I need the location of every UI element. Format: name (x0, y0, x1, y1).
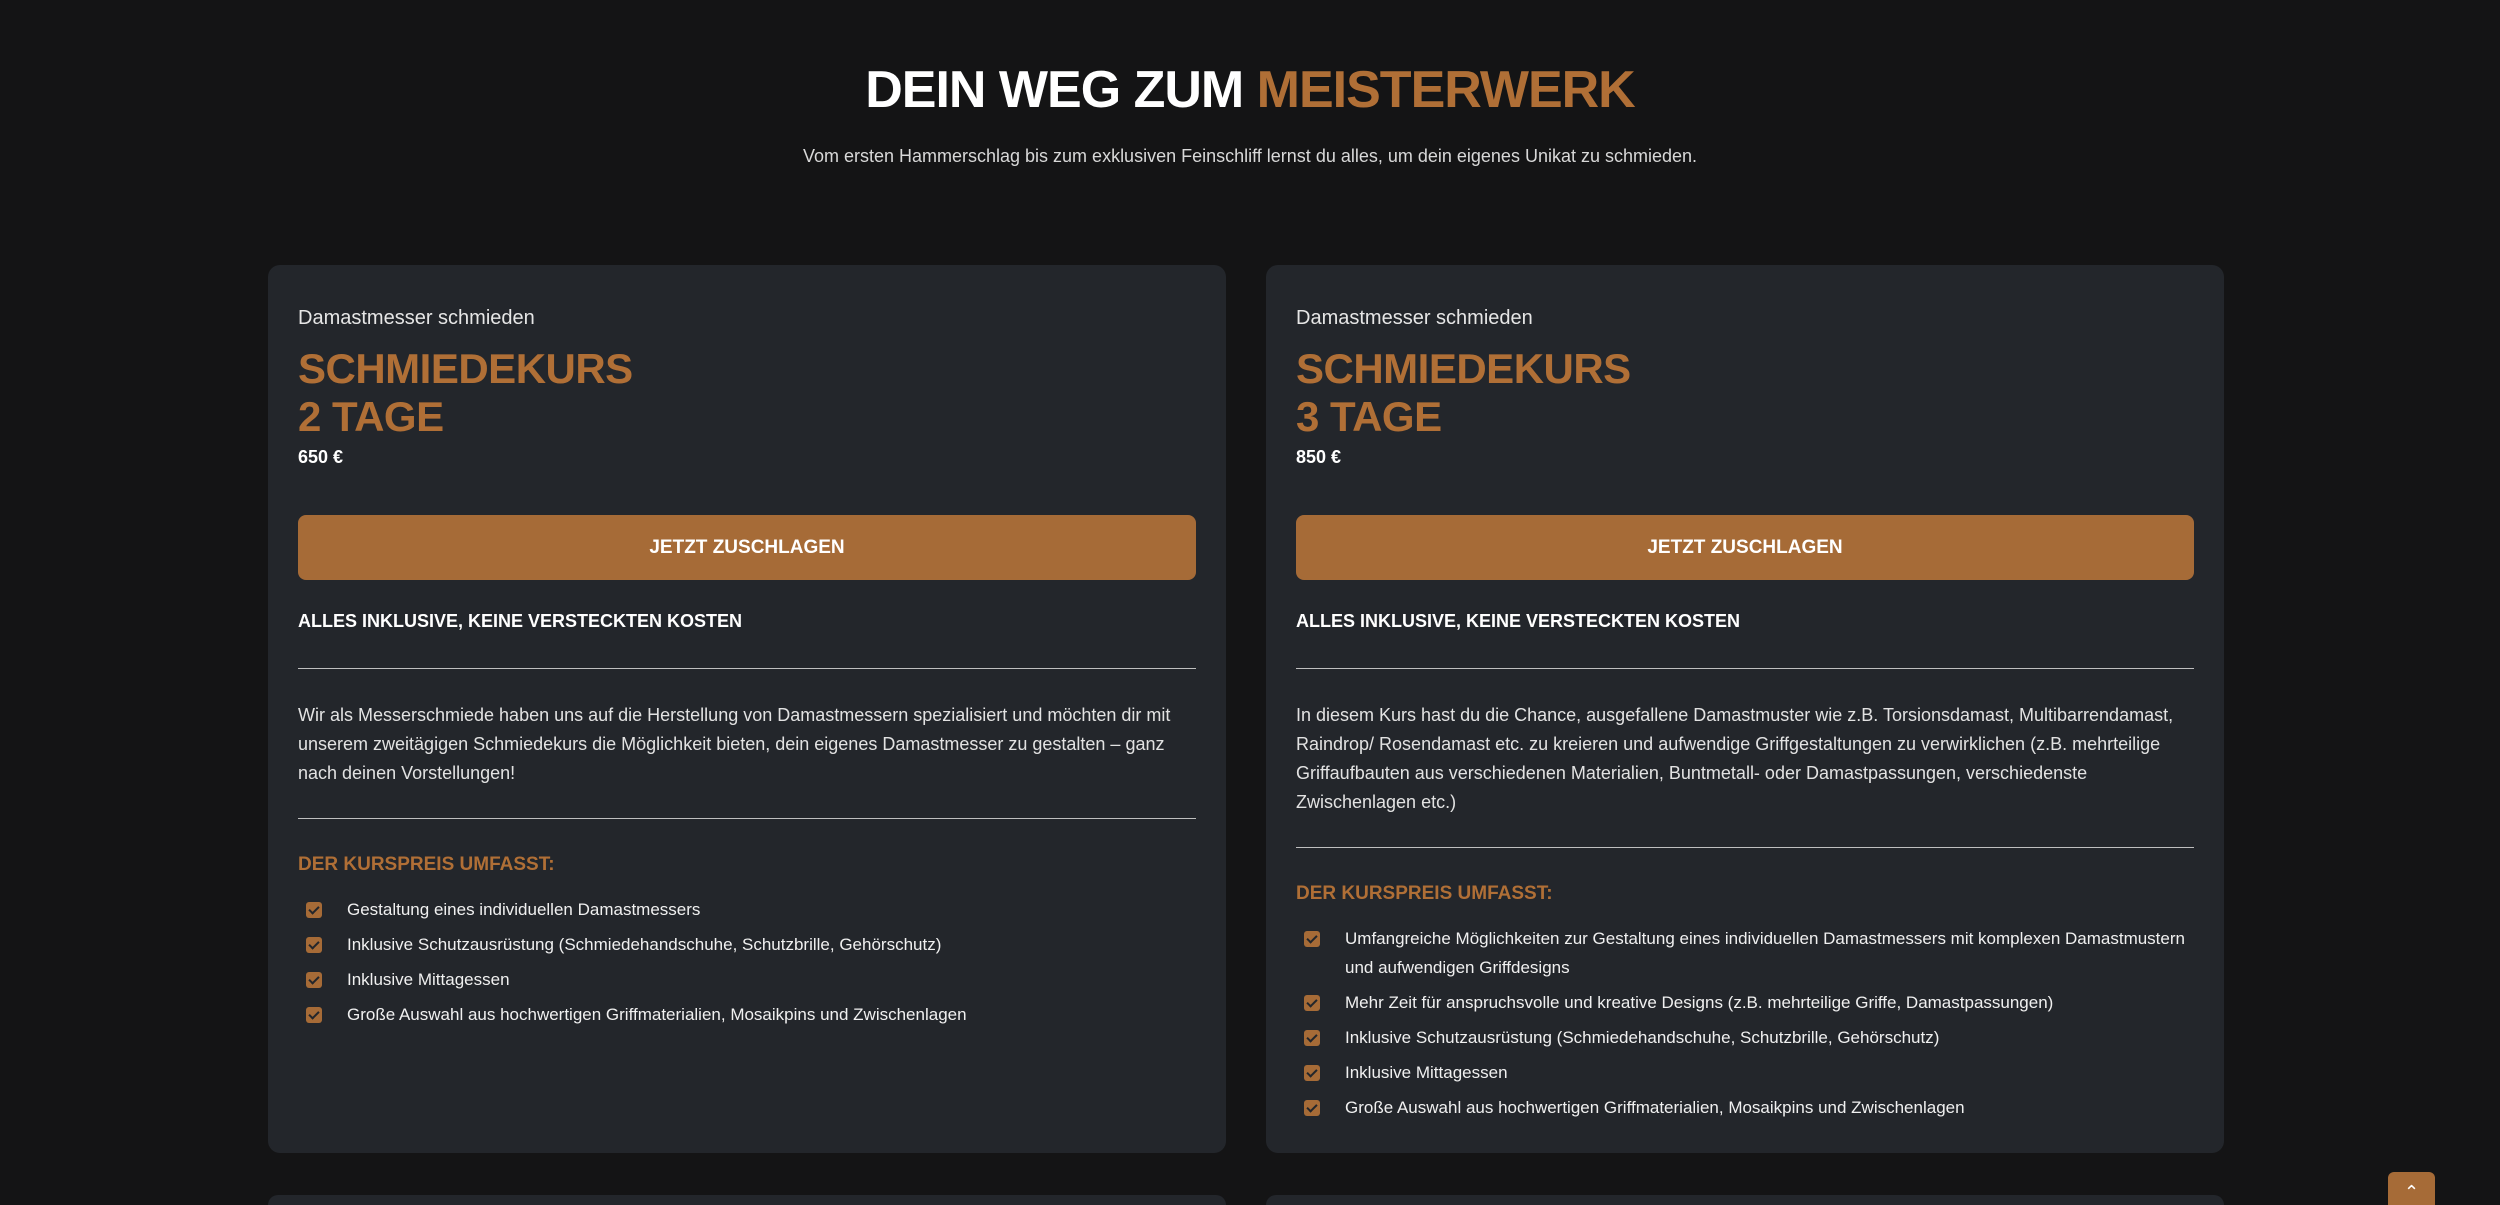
inclusive-note: ALLES INKLUSIVE, KEINE VERSTECKTEN KOSTEN (1296, 611, 1741, 631)
feature-item (1296, 1023, 2194, 1052)
checkbox-icon (306, 937, 322, 953)
card-subtitle: Damastmesser schmieden (1296, 307, 1533, 329)
course-card-3-days (1266, 265, 2224, 1153)
course-card-2-days (268, 265, 1226, 1153)
next-card-edge (268, 1195, 1226, 1205)
feature-text: Inklusive Mittagessen (1345, 1063, 1508, 1082)
feature-text: Inklusive Mittagessen (347, 970, 510, 989)
divider (1296, 847, 2194, 848)
checkbox-icon (306, 1007, 322, 1023)
card-description: Wir als Messerschmiede haben uns auf die Herstellung von Damastmessern spezialisiert und möchten dir mit unserem zweitägigen Schmiedekurs die Möglichkeit bieten, dein eigenes Damastmesser zu gestalten – ganz nach deinen Vorstellungen! (298, 705, 1171, 783)
feature-item (1296, 988, 2194, 1017)
feature-item (1296, 924, 2194, 982)
card-title (298, 345, 1196, 441)
checkbox-icon (306, 902, 322, 918)
checkbox-icon (1304, 995, 1320, 1011)
card-price: 850 € (1296, 447, 1342, 467)
feature-text: Gestaltung eines individuellen Damastmessers (347, 900, 701, 919)
divider (1296, 668, 2194, 669)
feature-item (298, 1000, 1196, 1029)
chevron-up-icon: ⌃ (2403, 1182, 2420, 1202)
feature-text: Umfangreiche Möglichkeiten zur Gestaltung eines individuellen Damastmessers mit komplexen Damastmustern und aufwendigen Griffdesigns (1345, 929, 2185, 977)
checkbox-icon (306, 972, 322, 988)
card-description: In diesem Kurs hast du die Chance, ausgefallene Damastmuster wie z.B. Torsionsdamast, Multibarrendamast, Raindrop/ Rosendamast etc. zu kreieren und aufwendige Griffgestaltungen zu verwirklichen (z.B. mehrteilige Griffaufbauten aus verschiedenen Materialien, Buntmetall- oder Damastpassungen, verschiedenste Zwischenlagen etc.) (1296, 705, 2174, 812)
card-title (1296, 345, 2194, 441)
hero-section (0, 0, 2500, 170)
features-heading: DER KURSPREIS UMFASST: (1296, 883, 1553, 904)
card-title-line1: SCHMIEDEKURS (298, 345, 633, 392)
checkbox-icon (1304, 1100, 1320, 1116)
card-subtitle: Damastmesser schmieden (298, 307, 535, 329)
book-now-button[interactable]: JETZT ZUSCHLAGEN (1296, 515, 2194, 580)
features-heading: DER KURSPREIS UMFASST: (298, 854, 555, 875)
divider (298, 668, 1196, 669)
feature-item (298, 930, 1196, 959)
divider (298, 818, 1196, 819)
feature-text: Große Auswahl aus hochwertigen Griffmaterialien, Mosaikpins und Zwischenlagen (347, 1005, 967, 1024)
card-title-line2: 2 TAGE (298, 393, 444, 440)
feature-text: Inklusive Schutzausrüstung (Schmiedehandschuhe, Schutzbrille, Gehörschutz) (347, 935, 942, 954)
feature-text: Inklusive Schutzausrüstung (Schmiedehandschuhe, Schutzbrille, Gehörschutz) (1345, 1028, 1940, 1047)
checkbox-icon (1304, 1065, 1320, 1081)
page-title-main: DEIN WEG ZUM (865, 61, 1257, 119)
scroll-to-top-button[interactable] (2388, 1172, 2435, 1205)
feature-text: Große Auswahl aus hochwertigen Griffmaterialien, Mosaikpins und Zwischenlagen (1345, 1098, 1965, 1117)
features-list (298, 895, 1196, 1029)
feature-item (298, 895, 1196, 924)
feature-item (298, 965, 1196, 994)
page-title (0, 58, 2500, 122)
page-subtitle: Vom ersten Hammerschlag bis zum exklusiven Feinschliff lernst du alles, um dein eigenes Unikat zu schmieden. (802, 146, 1698, 166)
card-price: 650 € (298, 447, 344, 467)
card-title-line2: 3 TAGE (1296, 393, 1442, 440)
checkbox-icon (1304, 931, 1320, 947)
feature-text: Mehr Zeit für anspruchsvolle und kreative Designs (z.B. mehrteilige Griffe, Damastpassungen) (1345, 993, 2054, 1012)
course-cards (268, 265, 2224, 1153)
features-list (1296, 924, 2194, 1122)
book-now-button[interactable]: JETZT ZUSCHLAGEN (298, 515, 1196, 580)
inclusive-note: ALLES INKLUSIVE, KEINE VERSTECKTEN KOSTEN (298, 611, 743, 631)
page-title-accent: MEISTERWERK (1256, 61, 1635, 119)
next-card-edge (1266, 1195, 2224, 1205)
feature-item (1296, 1058, 2194, 1087)
feature-item (1296, 1093, 2194, 1122)
checkbox-icon (1304, 1030, 1320, 1046)
card-title-line1: SCHMIEDEKURS (1296, 345, 1631, 392)
